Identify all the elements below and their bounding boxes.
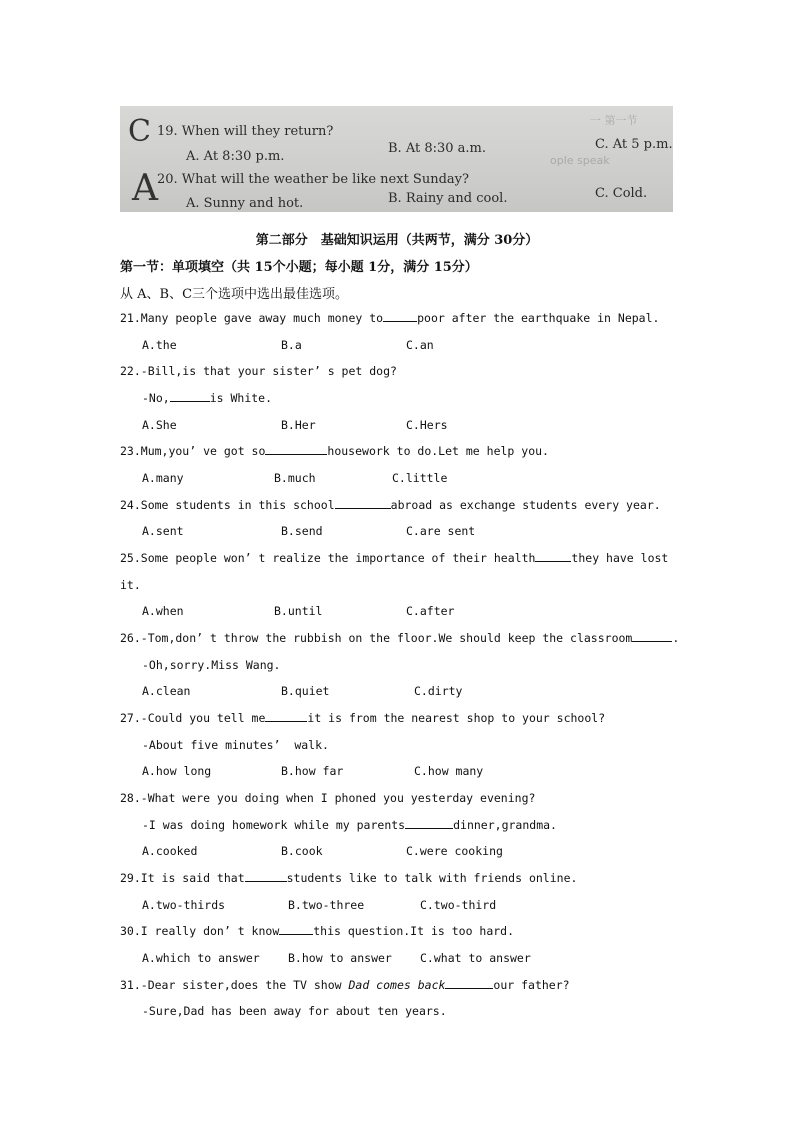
answer-blank bbox=[279, 924, 313, 935]
question-text: it is from the nearest shop to your school? bbox=[307, 711, 606, 725]
q22-option-c: C.Hers bbox=[406, 418, 448, 432]
q20-option-c: C. Cold. bbox=[595, 186, 648, 201]
section-title: 第二部分 基础知识运用（共两节，满分 30分） bbox=[255, 233, 539, 248]
q29-option-a: A.two-thirds bbox=[142, 898, 226, 912]
question-text: 21.Many people gave away much money to bbox=[120, 311, 384, 325]
q28-option-b: B.cook bbox=[281, 844, 323, 858]
answer-blank bbox=[265, 711, 307, 722]
question-30 bbox=[120, 924, 514, 938]
answer-blank bbox=[535, 551, 571, 562]
question-28: 28.-What were you doing when I phoned you yesterday evening? bbox=[120, 791, 536, 805]
photo-listening-questions bbox=[120, 106, 673, 212]
q21-option-c: C.an bbox=[406, 338, 434, 352]
question-text: they have lost bbox=[571, 551, 669, 565]
question-26-reply: -Oh,sorry.Miss Wang. bbox=[142, 658, 281, 672]
question-27 bbox=[120, 711, 605, 725]
question-text: poor after the earthquake in Nepal. bbox=[417, 311, 660, 325]
q20-option-a: A. Sunny and hot. bbox=[186, 196, 304, 211]
question-text: students like to talk with friends online. bbox=[286, 871, 578, 885]
subsection-title: 第一节：单项填空（共 15个小题；每小题 1分，满分 15分） bbox=[120, 260, 478, 275]
q24-option-b: B.send bbox=[281, 524, 323, 538]
answer-blank bbox=[335, 498, 391, 509]
q19-option-a: A. At 8:30 p.m. bbox=[186, 149, 285, 164]
q24-option-c: C.are sent bbox=[406, 524, 476, 538]
q23-option-a: A.many bbox=[142, 471, 184, 485]
q25-option-c: C.after bbox=[406, 604, 455, 618]
answer-blank bbox=[265, 444, 327, 455]
question-text: dinner,grandma. bbox=[453, 818, 557, 832]
q25-option-b: B.until bbox=[274, 604, 323, 618]
q30-option-a: A.which to answer bbox=[142, 951, 260, 965]
q21-option-a: A.the bbox=[142, 338, 177, 352]
question-text: abroad as exchange students every year. bbox=[390, 498, 661, 512]
question-text: our father? bbox=[493, 978, 570, 992]
q19-option-b: B. At 8:30 a.m. bbox=[388, 141, 487, 156]
q27-option-a: A.how long bbox=[142, 764, 212, 778]
question-22-reply bbox=[142, 391, 272, 405]
question-20: 20. What will the weather be like next Sunday? bbox=[157, 172, 469, 187]
question-23 bbox=[120, 444, 549, 458]
question-text: 26.-Tom,don’ t throw the rubbish on the floor.We should keep the classroom bbox=[120, 631, 633, 645]
tv-show-title: Dad comes back bbox=[348, 978, 446, 992]
q29-option-b: B.two-three bbox=[288, 898, 365, 912]
question-31 bbox=[120, 978, 570, 992]
question-24 bbox=[120, 498, 661, 512]
question-text: 29.It is said that bbox=[120, 871, 245, 885]
handwritten-mark-19: C bbox=[128, 114, 151, 149]
q25-option-a: A.when bbox=[142, 604, 184, 618]
question-text: 31.-Dear sister,does the TV show bbox=[120, 978, 349, 992]
q27-option-b: B.how far bbox=[281, 764, 344, 778]
answer-blank bbox=[632, 631, 672, 642]
q26-option-a: A.clean bbox=[142, 684, 191, 698]
question-25-continued: it. bbox=[120, 578, 141, 592]
question-text: 30.I really don’ t know bbox=[120, 924, 280, 938]
answer-blank bbox=[170, 391, 210, 402]
q23-option-b: B.much bbox=[274, 471, 316, 485]
q21-option-b: B.a bbox=[281, 338, 302, 352]
question-19: 19. When will they return? bbox=[157, 124, 334, 139]
question-29 bbox=[120, 871, 577, 885]
question-31-reply: -Sure,Dad has been away for about ten years. bbox=[142, 1004, 447, 1018]
q24-option-a: A.sent bbox=[142, 524, 184, 538]
question-text: is White. bbox=[209, 391, 273, 405]
question-25 bbox=[120, 551, 668, 565]
answer-blank bbox=[445, 978, 493, 989]
q28-option-a: A.cooked bbox=[142, 844, 198, 858]
answer-blank bbox=[383, 311, 417, 322]
bleed-through-text: ople speak bbox=[550, 154, 610, 167]
q19-option-c: C. At 5 p.m. bbox=[595, 137, 673, 152]
answer-blank bbox=[405, 818, 453, 829]
question-22: 22.-Bill,is that your sister’ s pet dog? bbox=[120, 364, 397, 378]
q27-option-c: C.how many bbox=[414, 764, 484, 778]
question-text: 23.Mum,you’ ve got so bbox=[120, 444, 266, 458]
bleed-through-text: 一 第一节 bbox=[590, 114, 638, 127]
q26-option-b: B.quiet bbox=[281, 684, 330, 698]
q23-option-c: C.little bbox=[392, 471, 448, 485]
question-26 bbox=[120, 631, 679, 645]
question-text: -I was doing homework while my parents bbox=[142, 818, 406, 832]
q22-option-a: A.She bbox=[142, 418, 177, 432]
question-text: this question.It is too hard. bbox=[313, 924, 515, 938]
instruction-text: 从 A、B、C三个选项中选出最佳选项。 bbox=[120, 287, 349, 302]
q29-option-c: C.two-third bbox=[420, 898, 497, 912]
q28-option-c: C.were cooking bbox=[406, 844, 503, 858]
q26-option-c: C.dirty bbox=[414, 684, 463, 698]
answer-blank bbox=[245, 871, 287, 882]
question-text: 25.Some people won’ t realize the importance of their health bbox=[120, 551, 536, 565]
q30-option-c: C.what to answer bbox=[420, 951, 531, 965]
q30-option-b: B.how to answer bbox=[288, 951, 392, 965]
question-21 bbox=[120, 311, 659, 325]
question-text: -No, bbox=[142, 391, 170, 405]
q20-option-b: B. Rainy and cool. bbox=[388, 191, 508, 206]
q22-option-b: B.Her bbox=[281, 418, 316, 432]
question-text: 24.Some students in this school bbox=[120, 498, 335, 512]
handwritten-mark-20: A bbox=[132, 168, 158, 209]
question-text: 27.-Could you tell me bbox=[120, 711, 266, 725]
question-text: . bbox=[672, 631, 680, 645]
question-27-reply: -About five minutes’ walk. bbox=[142, 738, 329, 752]
question-text: housework to do.Let me help you. bbox=[327, 444, 549, 458]
question-28-reply bbox=[142, 818, 557, 832]
